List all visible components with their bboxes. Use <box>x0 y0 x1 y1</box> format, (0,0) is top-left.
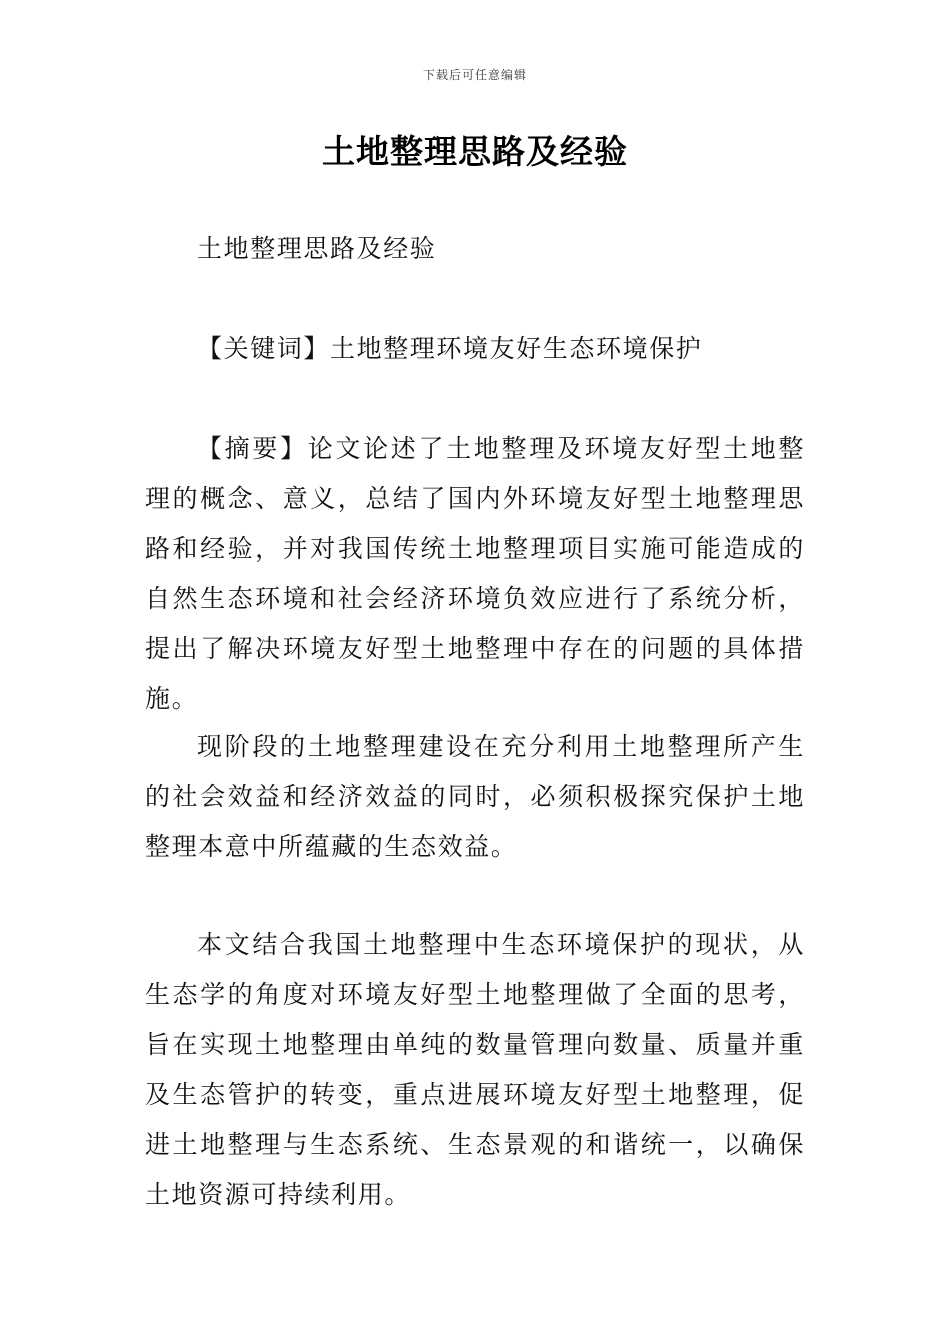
header-note: 下载后可任意编辑 <box>422 68 527 82</box>
abstract-paragraph: 【摘要】论文论述了土地整理及环境友好型土地整理的概念、意义，总结了国内外环境友好型土地整理思路和经验，并对我国传统土地整理项目实施可能造成的自然生态环境和社会经济环境负效应进行了系统分析，提出了解决环境友好型土地整理中存在的问题的具体措施。 <box>145 434 805 713</box>
body-paragraph: 现阶段的土地整理建设在充分利用土地整理所产生的社会效益和经济效益的同时，必须积极探究保护土地整理本意中所蕴藏的生态效益。 <box>145 732 805 861</box>
document-title: 土地整理思路及经验 <box>322 132 628 171</box>
body-paragraph: 本文结合我国土地整理中生态环境保护的现状，从生态学的角度对环境友好型土地整理做了全面的思考，旨在实现土地整理由单纯的数量管理向数量、质量并重及生态管护的转变，重点进展环境友好型土地整理，促进土地整理与生态系统、生态景观的和谐统一，以确保土地资源可持续利用。 <box>145 930 805 1209</box>
subtitle-paragraph: 土地整理思路及经验 <box>197 234 437 263</box>
keywords-paragraph: 【关键词】土地整理环境友好生态环境保护 <box>197 334 703 363</box>
